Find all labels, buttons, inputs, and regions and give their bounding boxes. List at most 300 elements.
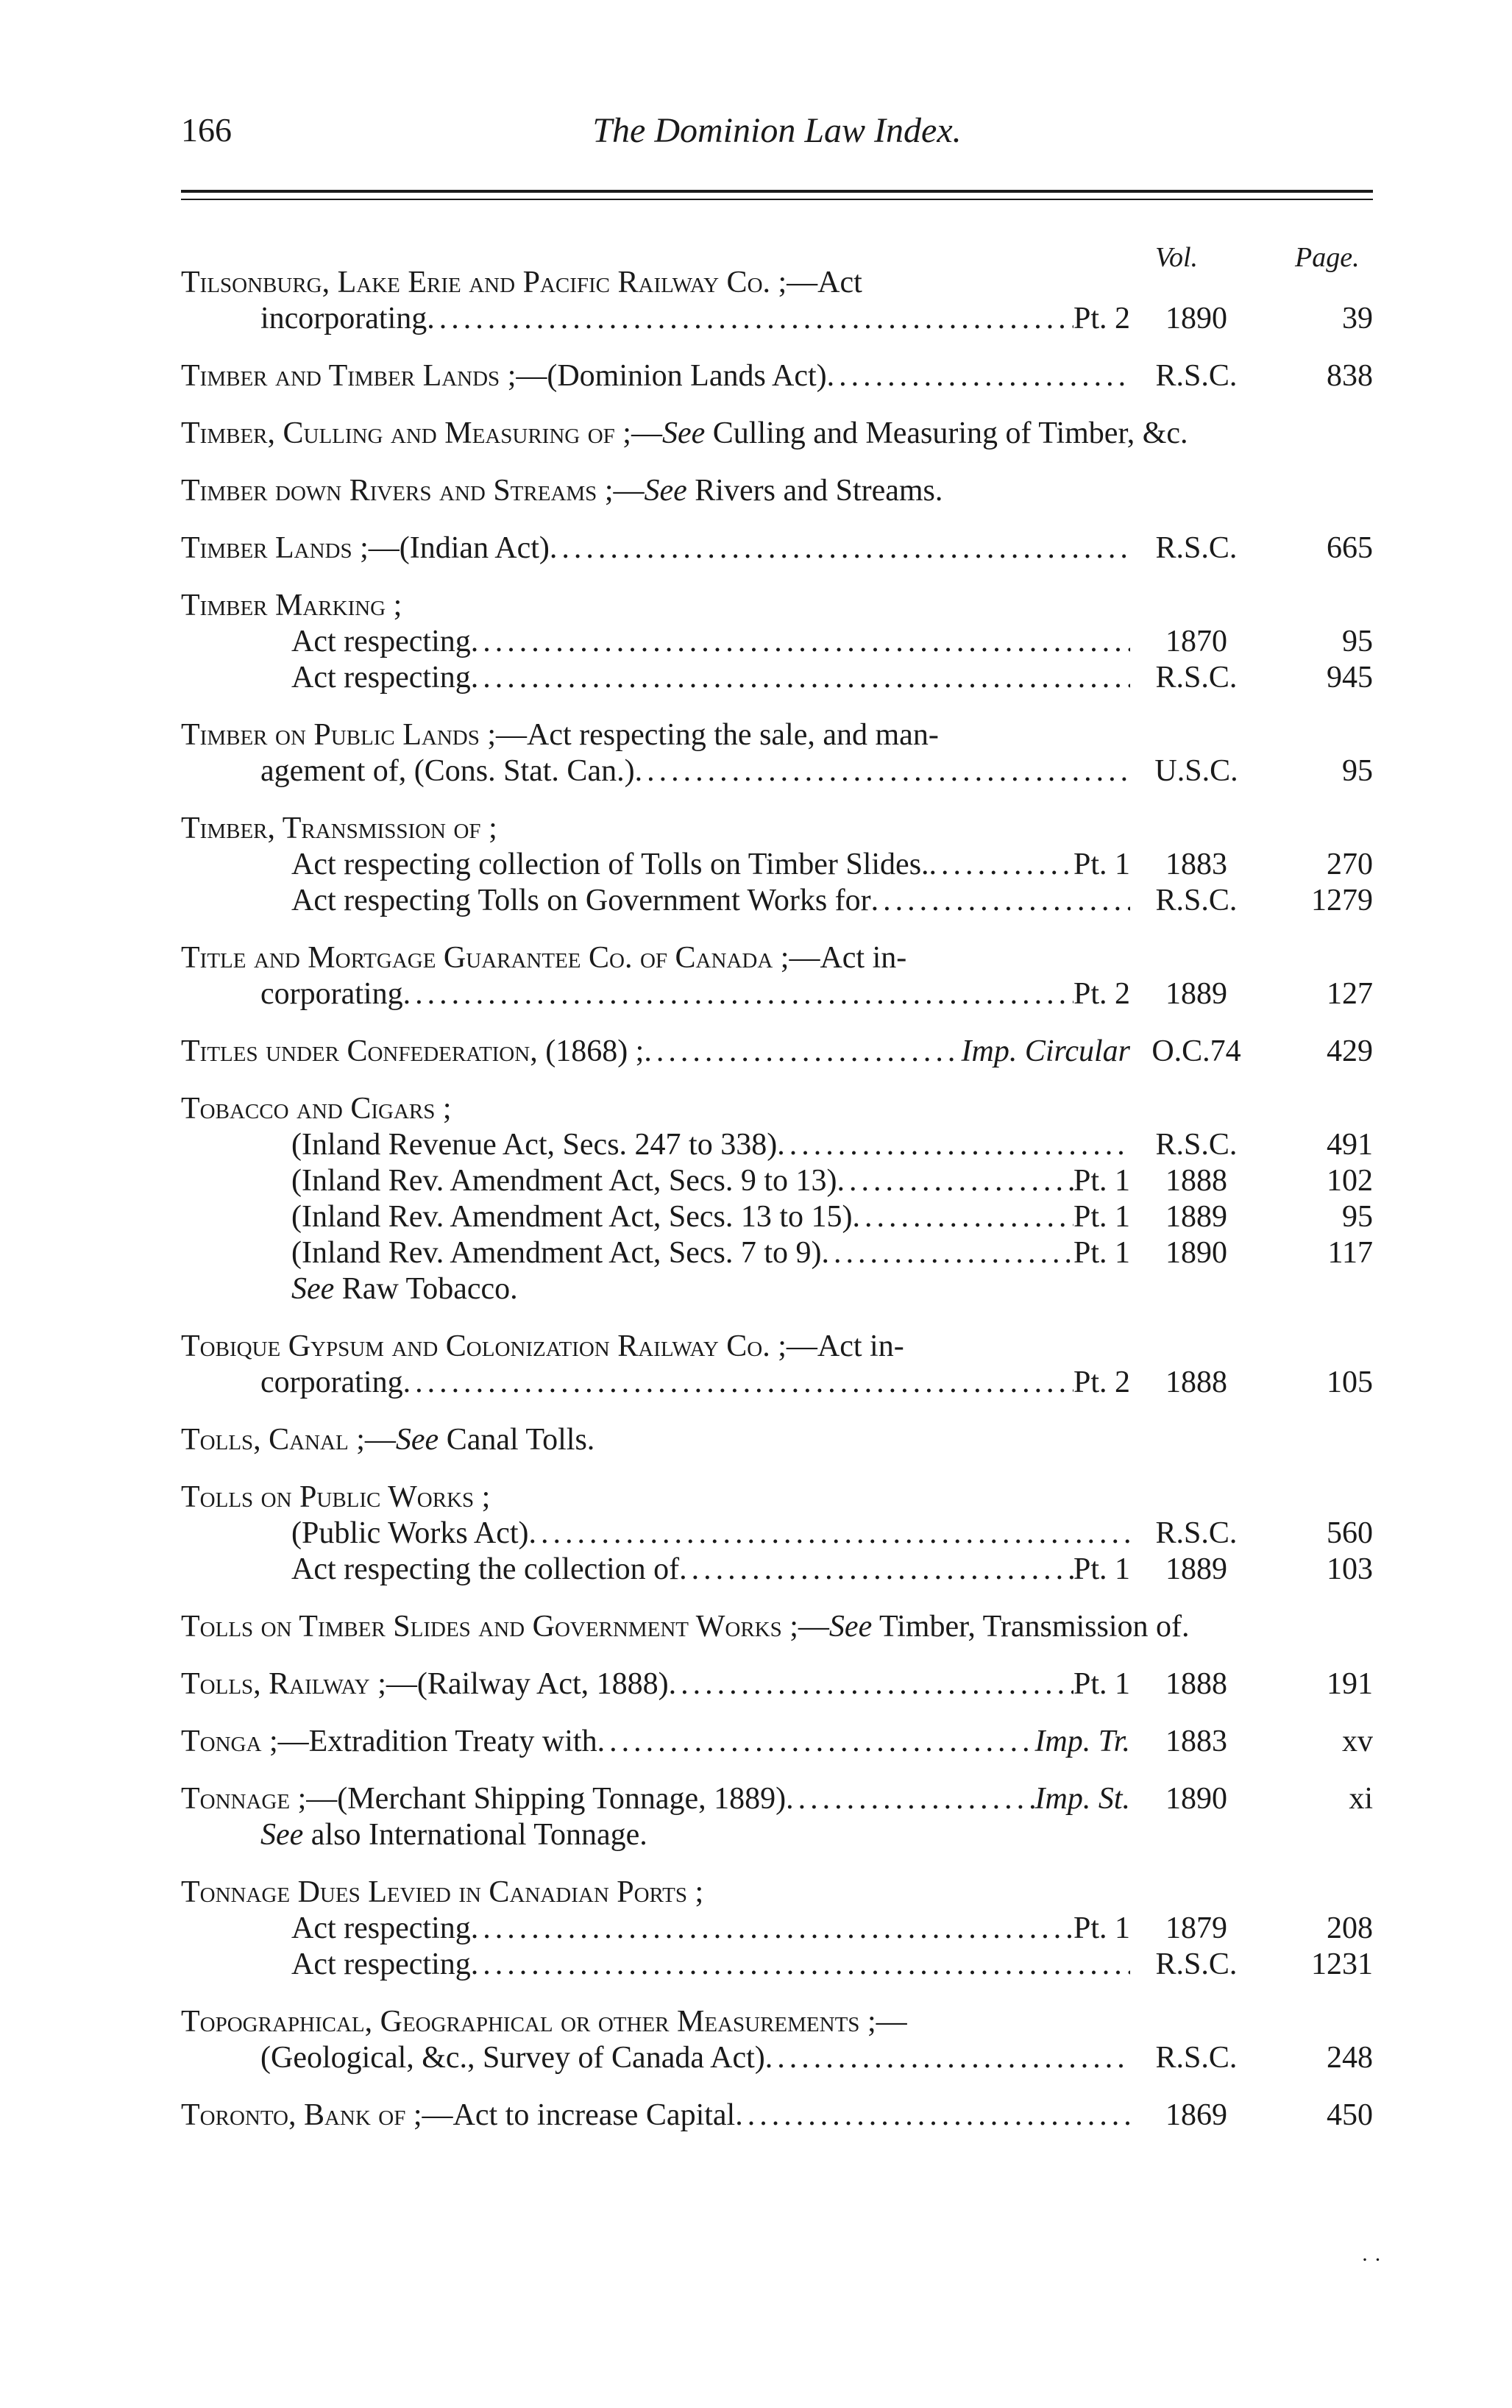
entry-text: [181, 1666, 669, 1702]
vol-cell: 1888: [1165, 1365, 1227, 1399]
see-target: also International Tonnage.: [303, 1818, 647, 1852]
sub-entry-text: [181, 883, 1130, 919]
entry-text: [181, 1875, 1130, 1911]
entry-text: [291, 1199, 852, 1235]
entry-text: [291, 1552, 679, 1588]
sub-entry-text: [181, 660, 1130, 696]
leader-text: [260, 301, 1130, 337]
sub-entry-label: Act respecting: [291, 661, 471, 695]
index-entry: [181, 1422, 1373, 1458]
page-cell: 491: [1327, 1128, 1373, 1162]
leader-text: [181, 1091, 1130, 1127]
leader-dots: [550, 530, 1130, 567]
entry-tail: ;: [435, 1092, 452, 1126]
entry-text: [181, 416, 1210, 452]
leader-text: [291, 1127, 1130, 1163]
leader-dots: [669, 1666, 1073, 1702]
entry-text: [181, 1034, 1130, 1070]
vol-cell: 1883: [1165, 1725, 1227, 1758]
sub-entry-line: [181, 624, 1373, 660]
leader-dots: [403, 976, 1073, 1012]
entry-continuation: corporating: [260, 977, 403, 1011]
index-entry: [181, 416, 1373, 452]
leader-dots: [529, 1516, 1131, 1552]
entry-heading: Tilsonburg, Lake Erie and Pacific Railway Co.: [181, 266, 771, 299]
entry-line: [181, 717, 1373, 753]
vol-cell: 1870: [1165, 625, 1227, 658]
page-cell: 270: [1327, 848, 1373, 881]
vol-cell: 1890: [1165, 1782, 1227, 1816]
entry-text: [181, 1422, 1210, 1458]
leader-text: [181, 2098, 1130, 2134]
entry-text: [291, 847, 929, 883]
index-entry: [181, 1034, 1373, 1070]
reference: Imp. Circular: [961, 1034, 1130, 1068]
entry-text: [291, 1947, 471, 1983]
reference: Pt. 1: [1073, 848, 1130, 881]
sub-entry-text: [181, 1271, 1130, 1307]
sub-entry-label: (Inland Rev. Amendment Act, Secs. 9 to 13): [291, 1164, 837, 1198]
leader-text: [181, 1781, 1130, 1817]
entry-text: [181, 2098, 735, 2134]
entry-tail: ;—: [781, 1610, 829, 1644]
entry-text: [291, 1163, 837, 1199]
entry-text: [181, 811, 497, 847]
entry-text: [181, 1091, 452, 1127]
entry-text: [260, 301, 427, 337]
entry-line: [181, 416, 1373, 452]
entry-line: [181, 1875, 1373, 1911]
entry-line: [181, 1365, 1373, 1401]
leader-dots: [635, 753, 1130, 789]
leader-dots: [427, 301, 1073, 337]
reference: Pt. 2: [1073, 977, 1130, 1011]
see-label: See: [395, 1423, 439, 1457]
leader-dots: [735, 2098, 1130, 2134]
index-entry: [181, 358, 1373, 394]
page-cell: 191: [1327, 1667, 1373, 1701]
sub-entry-label: Act respecting Tolls on Government Works for: [291, 884, 871, 917]
sub-entry-label: (Inland Rev. Amendment Act, Secs. 13 to 15): [291, 1200, 853, 1234]
entry-text: [181, 1666, 1130, 1702]
entry-heading: Toronto, Bank of: [181, 2098, 406, 2132]
entry-tail: ;—(Railway Act, 1888): [369, 1667, 669, 1701]
sub-entry-text: [181, 1235, 1130, 1271]
entry-tail: ;: [386, 589, 402, 622]
vol-cell: 1889: [1165, 1552, 1227, 1586]
page-cell: 95: [1342, 1200, 1373, 1234]
see-target: Raw Tobacco.: [334, 1272, 518, 1306]
leader-text: [291, 1163, 1130, 1199]
leader-dots: [679, 1552, 1073, 1588]
leader-dots: [644, 1034, 961, 1070]
see-target: Timber, Transmission of.: [872, 1610, 1190, 1644]
entry-text: [181, 811, 1130, 847]
see-label: See: [291, 1272, 335, 1306]
index-entries: [181, 265, 1373, 2155]
entry-heading: Timber, Culling and Measuring of: [181, 416, 615, 450]
entry-heading: Timber, Transmission of: [181, 811, 481, 845]
sub-entry-text: [181, 1199, 1130, 1235]
entry-text: [181, 1034, 644, 1070]
entry-text: [181, 940, 1130, 976]
index-entry: [181, 265, 1373, 337]
leader-dots: [471, 624, 1130, 660]
reference: Imp. St.: [1034, 1782, 1130, 1816]
leader-dots: [821, 1235, 1073, 1271]
entry-text: [291, 1516, 529, 1552]
entry-tail: ;—Act to increase Capital: [405, 2098, 736, 2132]
entry-heading: Title and Mortgage Guarantee Co. of Canada: [181, 941, 773, 975]
entry-heading: Tolls, Canal: [181, 1423, 349, 1457]
entry-line: [181, 2098, 1373, 2134]
entry-line: [181, 1781, 1373, 1817]
page-cell: 1279: [1311, 884, 1373, 917]
entry-text: [181, 1781, 1130, 1817]
leader-text: [291, 883, 1130, 919]
entry-text: [181, 530, 1130, 567]
page-cell: 95: [1342, 754, 1373, 788]
sub-entry-label: Act respecting: [291, 1947, 471, 1981]
entry-heading: Timber Lands: [181, 531, 352, 565]
entry-text: [181, 1329, 1130, 1365]
sub-entry-line: [181, 847, 1373, 883]
index-entry: [181, 940, 1373, 1012]
entry-line: [181, 588, 1373, 624]
leader-text: [291, 1516, 1130, 1552]
index-entry: [181, 1480, 1373, 1588]
vol-cell: 1889: [1165, 977, 1227, 1011]
entry-tail: ;—(Indian Act): [352, 531, 550, 565]
entry-text: [291, 1127, 777, 1163]
page-cell: 117: [1327, 1236, 1373, 1270]
sub-entry-label: Act respecting the collection of: [291, 1552, 680, 1586]
vol-cell: R.S.C.: [1155, 1128, 1238, 1162]
vol-cell: R.S.C.: [1155, 661, 1238, 695]
reference: Pt. 1: [1073, 1236, 1130, 1270]
leader-text: [291, 624, 1130, 660]
entry-text: [181, 1724, 597, 1760]
running-title: The Dominion Law Index.: [592, 111, 962, 150]
page-cell: 665: [1327, 531, 1373, 565]
entry-heading: Tobique Gypsum and Colonization Railway Co.: [181, 1329, 770, 1363]
entry-line: [181, 1480, 1373, 1516]
index-entry: [181, 2098, 1373, 2134]
entry-text: [181, 588, 1130, 624]
see-label: See: [828, 1610, 873, 1644]
entry-tail: ;: [474, 1480, 491, 1514]
page-cell: 105: [1327, 1365, 1373, 1399]
index-entry: [181, 473, 1373, 509]
reference: Pt. 1: [1073, 1667, 1130, 1701]
entry-tail: ;: [480, 811, 497, 845]
entry-text: [181, 1724, 1130, 1760]
vol-cell: 1889: [1165, 1200, 1227, 1234]
index-entry: [181, 1666, 1373, 1702]
entry-text: [181, 717, 1130, 753]
leader-text: [291, 1235, 1130, 1271]
page-cell: 103: [1327, 1552, 1373, 1586]
leader-dots: [837, 1163, 1073, 1199]
column-head-vol: Vol.: [1155, 242, 1199, 273]
leader-text: [291, 1947, 1130, 1983]
entry-line: [181, 2004, 1373, 2040]
entry-tail: ;: [687, 1875, 704, 1909]
page-cell: 102: [1327, 1164, 1373, 1198]
entry-text: [260, 976, 403, 1012]
entry-text: [181, 1480, 490, 1516]
leader-dots: [929, 847, 1073, 883]
vol-cell: 1888: [1165, 1164, 1227, 1198]
entry-line: [181, 473, 1373, 509]
entry-tail: ;—Act in-: [770, 1329, 904, 1363]
entry-heading: Timber and Timber Lands: [181, 359, 500, 393]
entry-heading: Tobacco and Cigars: [181, 1092, 436, 1126]
entry-tail: ;—Extradition Treaty with: [261, 1725, 597, 1758]
reference: Pt. 2: [1073, 302, 1130, 335]
entry-continuation: corporating: [260, 1365, 403, 1399]
sub-entry-label: Act respecting: [291, 625, 471, 658]
entry-continuation: (Geological, &c., Survey of Canada Act): [260, 2041, 765, 2075]
entry-text: [181, 301, 1130, 337]
page-cell: 1231: [1311, 1947, 1373, 1981]
entry-tail: ;—Act respecting the sale, and man-: [479, 718, 939, 752]
leader-text: [181, 1875, 1130, 1911]
page-cell: 945: [1327, 661, 1373, 695]
vol-cell: 1890: [1165, 302, 1227, 335]
vol-cell: R.S.C.: [1155, 1947, 1238, 1981]
sub-entry-line: [181, 660, 1373, 696]
page-cell: 450: [1327, 2098, 1373, 2132]
leader-text: [181, 358, 1130, 394]
entry-tail: ;—(Dominion Lands Act): [500, 359, 827, 393]
entry-heading: Timber down Rivers and Streams: [181, 474, 597, 508]
sub-entry-text: [181, 624, 1130, 660]
header-rule-thin: [181, 199, 1373, 200]
sub-entry-text: [181, 1911, 1130, 1947]
entry-text: [181, 2040, 1130, 2076]
sub-entry-label: (Inland Rev. Amendment Act, Secs. 7 to 9): [291, 1236, 822, 1270]
vol-cell: 1883: [1165, 848, 1227, 881]
entry-line: [181, 301, 1373, 337]
vol-cell: 1888: [1165, 1667, 1227, 1701]
entry-text: [291, 660, 471, 696]
sub-entry-text: [181, 1127, 1130, 1163]
entry-heading: Tonnage Dues Levied in Canadian Ports: [181, 1875, 688, 1909]
entry-line: [181, 2040, 1373, 2076]
entry-tail: ;—: [614, 416, 662, 450]
vol-cell: 1879: [1165, 1911, 1227, 1945]
page-cell: 95: [1342, 625, 1373, 658]
leader-text: [181, 811, 1130, 847]
entry-text: [291, 624, 471, 660]
entry-tail: ;—Act: [770, 266, 862, 299]
entry-line: [181, 753, 1373, 789]
entry-text: [181, 1875, 703, 1911]
index-entry: [181, 1781, 1373, 1853]
entry-text: [181, 1609, 1210, 1645]
vol-cell: O.C.74: [1151, 1034, 1241, 1068]
entry-text: [181, 2004, 1130, 2040]
entry-heading: Tonnage: [181, 1782, 291, 1816]
entry-heading: Timber Marking: [181, 589, 386, 622]
page-cell: 429: [1327, 1034, 1373, 1068]
leader-dots: [777, 1127, 1130, 1163]
sub-entry-label: (Public Works Act): [291, 1516, 529, 1550]
entry-heading: Topographical, Geographical or other Measurements: [181, 2005, 860, 2039]
index-entry: [181, 2004, 1373, 2076]
sub-entry-text: [181, 1552, 1130, 1588]
vol-cell: U.S.C.: [1154, 754, 1238, 788]
leader-dots: [403, 1365, 1073, 1401]
page-cell: 838: [1327, 359, 1373, 393]
entry-text: [181, 976, 1130, 1012]
sub-entry-line: [181, 1516, 1373, 1552]
entry-text: [291, 1911, 471, 1947]
vol-cell: 1890: [1165, 1236, 1227, 1270]
leader-dots: [765, 2040, 1130, 2076]
leader-dots: [471, 1911, 1073, 1947]
entry-text: [181, 1480, 1130, 1516]
leader-dots: [786, 1781, 1034, 1817]
entry-text: [291, 883, 871, 919]
header-rule-thick: [181, 190, 1373, 193]
entry-text: [260, 1365, 403, 1401]
sub-entry-line: [181, 1271, 1373, 1307]
entry-line: [181, 976, 1373, 1012]
entry-text: [260, 2040, 765, 2076]
entry-text: [181, 1817, 1130, 1853]
entry-line: [181, 1609, 1373, 1645]
entry-text: [181, 2098, 1130, 2134]
sub-entry-label: Act respecting collection of Tolls on Timber Slides.: [291, 848, 929, 881]
vol-cell: R.S.C.: [1155, 531, 1238, 565]
entry-line: [181, 1724, 1373, 1760]
sub-entry-text: [181, 1947, 1130, 1983]
entry-continuation: incorporating: [260, 302, 427, 335]
entry-heading: Tolls, Railway: [181, 1667, 370, 1701]
leader-text: [291, 1199, 1130, 1235]
entry-text: [181, 265, 1130, 301]
entry-text: [181, 530, 550, 567]
entry-text: [181, 358, 1130, 394]
leader-dots: [471, 1947, 1130, 1983]
sub-entry-line: [181, 1911, 1373, 1947]
vol-cell: R.S.C.: [1155, 1516, 1238, 1550]
vol-cell: 1869: [1165, 2098, 1227, 2132]
entry-line: [181, 1817, 1373, 1853]
entry-tail: ;—: [597, 474, 645, 508]
leader-text: [260, 976, 1130, 1012]
leader-text: [260, 753, 1130, 789]
sub-entry-line: [181, 1235, 1373, 1271]
sub-entry-line: [181, 1127, 1373, 1163]
vol-cell: R.S.C.: [1155, 884, 1238, 917]
vol-cell: R.S.C.: [1155, 2041, 1238, 2075]
page-number: 166: [181, 111, 232, 149]
entry-heading: Tolls on Public Works: [181, 1480, 475, 1514]
entry-text: [181, 588, 402, 624]
index-entry: [181, 1091, 1373, 1307]
entry-line: [181, 1034, 1373, 1070]
leader-dots: [471, 660, 1130, 696]
index-entry: [181, 811, 1373, 919]
reference: Imp. Tr.: [1034, 1725, 1130, 1758]
leader-text: [181, 1034, 1130, 1070]
entry-text: [181, 358, 827, 394]
footer-marks: · ·: [1361, 2248, 1382, 2272]
column-head-page: Page.: [1295, 242, 1360, 273]
see-label: See: [260, 1818, 304, 1852]
leader-text: [181, 1480, 1130, 1516]
entry-text: [181, 1365, 1130, 1401]
entry-line: [181, 940, 1373, 976]
leader-dots: [852, 1199, 1073, 1235]
page-cell: 208: [1327, 1911, 1373, 1945]
entry-tail: ;—Act in-: [773, 941, 907, 975]
entry-line: [181, 530, 1373, 567]
see-label: See: [661, 416, 706, 450]
entry-text: [181, 1781, 786, 1817]
sub-entry-line: [181, 1199, 1373, 1235]
page-cell: 127: [1327, 977, 1373, 1011]
entry-line: [181, 265, 1373, 301]
reference: Pt. 1: [1073, 1911, 1130, 1945]
entry-heading: Tolls on Timber Slides and Government Works: [181, 1610, 782, 1644]
index-entry: [181, 1875, 1373, 1983]
sub-entry-line: [181, 883, 1373, 919]
entry-line: [181, 1329, 1373, 1365]
see-label: See: [644, 474, 687, 508]
entry-heading: Timber on Public Lands: [181, 718, 480, 752]
leader-text: [291, 1552, 1130, 1588]
sub-entry-text: [181, 1163, 1130, 1199]
page-cell: xi: [1349, 1782, 1373, 1816]
leader-text: [291, 847, 1130, 883]
entry-line: [181, 358, 1373, 394]
entry-tail: ;—: [348, 1423, 396, 1457]
leader-text: [291, 660, 1130, 696]
reference: Pt. 1: [1073, 1200, 1130, 1234]
sub-entry-text: [181, 1516, 1130, 1552]
vol-cell: R.S.C.: [1155, 359, 1238, 393]
entry-tail: (1868) ;: [537, 1034, 645, 1068]
entry-continuation: agement of, (Cons. Stat. Can.): [260, 754, 635, 788]
index-entry: [181, 588, 1373, 696]
running-header: [181, 110, 1373, 155]
leader-dots: [597, 1724, 1035, 1760]
sub-entry-label: (Inland Revenue Act, Secs. 247 to 338): [291, 1128, 778, 1162]
leader-text: [260, 1365, 1130, 1401]
leader-dots: [871, 883, 1130, 919]
see-target: Canal Tolls.: [439, 1423, 595, 1457]
entry-line: [181, 1091, 1373, 1127]
index-entry: [181, 1724, 1373, 1760]
page-cell: 560: [1327, 1516, 1373, 1550]
entry-heading: Titles under Confederation,: [181, 1034, 538, 1068]
entry-text: [291, 1235, 821, 1271]
leader-text: [181, 588, 1130, 624]
entry-heading: Tonga: [181, 1725, 262, 1758]
page-cell: 248: [1327, 2041, 1373, 2075]
page-cell: xv: [1342, 1725, 1373, 1758]
sub-entry-label: Act respecting: [291, 1911, 471, 1945]
page-cell: 39: [1342, 302, 1373, 335]
see-target: Culling and Measuring of Timber, &c.: [705, 416, 1188, 450]
leader-text: [181, 1724, 1130, 1760]
index-entry: [181, 1329, 1373, 1401]
index-entry: [181, 530, 1373, 567]
